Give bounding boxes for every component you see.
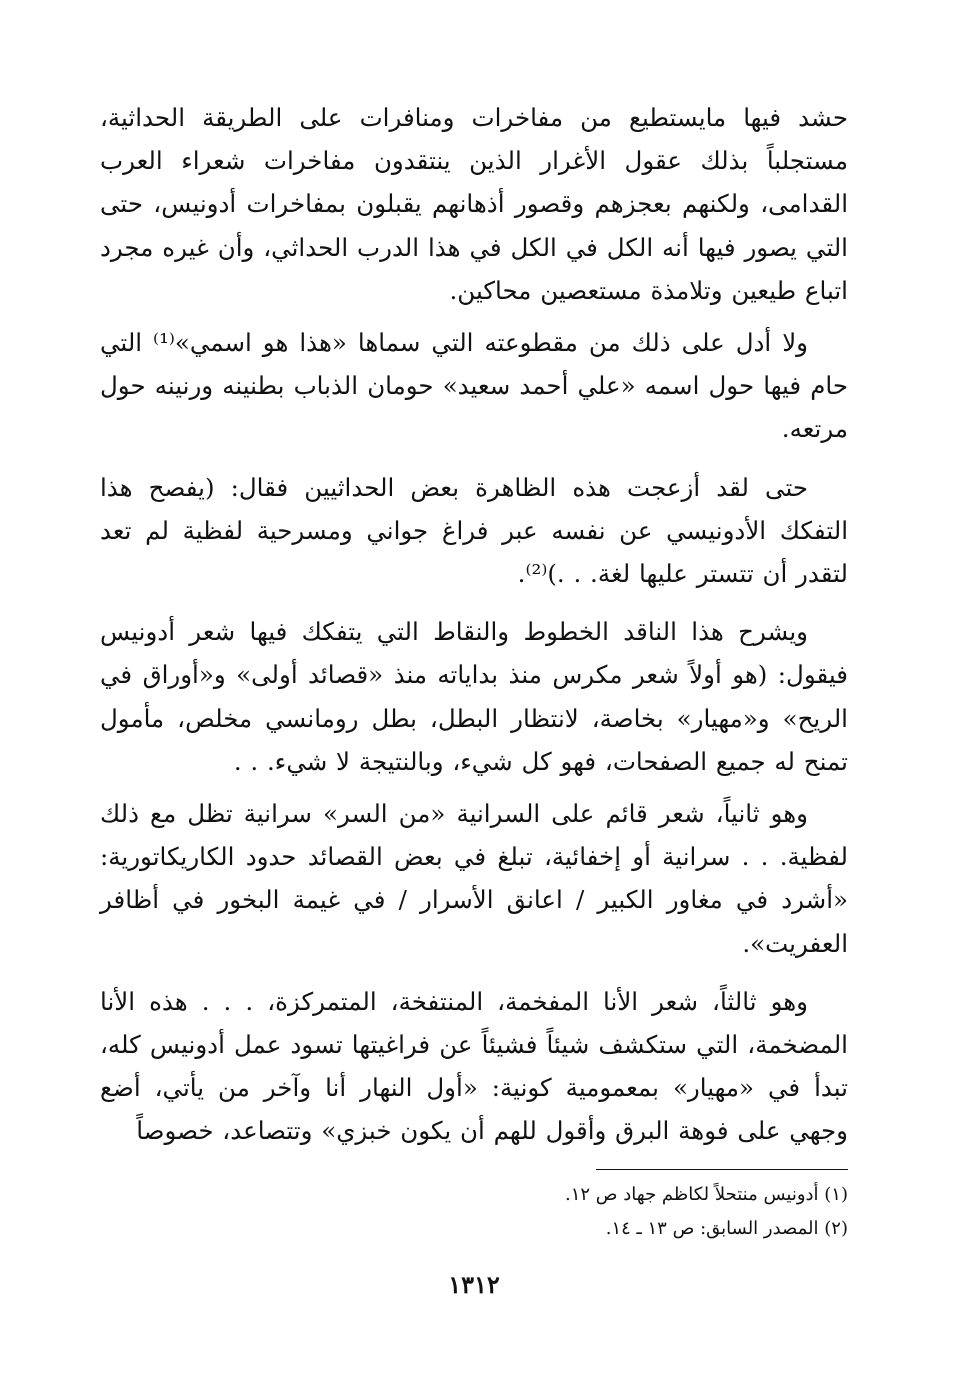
- page-number: ١٣١٢: [448, 1270, 500, 1299]
- footnote-divider: [596, 1169, 848, 1170]
- document-page: [100, 96, 848, 1376]
- footnotes: [100, 1178, 848, 1246]
- footnote-1: (١) أدونيس منتحلاً لكاظم جهاد ص ١٢.: [565, 1184, 848, 1205]
- paragraph-4: ويشرح هذا الناقد الخطوط والنقاط التي يتفكك فيها شعر أدونيس فيقول: (هو أولاً شعر مكرس منذ بداياته منذ «قصائد أولى» و«أوراق في الريح» و«مهيار» بخاصة، لانتظار البطل، بطل رومانسي مخلص، مأمول تمنح له جميع الصفحات، فهو كل شيء، وبالنتيجة لا شيء. . .: [100, 617, 848, 776]
- footnote-2: (٢) المصدر السابق: ص ١٣ ـ ١٤.: [605, 1218, 848, 1239]
- paragraph-5: وهو ثانياً، شعر قائم على السرانية «من السر» سرانية تظل مع ذلك لفظية. . . سرانية أو إخفائية، تبلغ في بعض القصائد حدود الكاريكاتورية: «أشرد في مغاور الكبير / اعانق الأسرار / في غيمة البخور في أظافر العفريت».: [100, 799, 848, 958]
- paragraph-3: حتى لقد أزعجت هذه الظاهرة بعض الحداثيين فقال: (يفصح هذا التفكك الأدونيسي عن نفسه عبر فراغ جواني ومسرحية لفظية لم تعد لتقدر أن تتستر عليها لغة. . .)⁽²⁾.: [100, 472, 848, 589]
- paragraph-6: وهو ثالثاً، شعر الأنا المفخمة، المنتفخة، المتمركزة، . . . هذه الأنا المضخمة، التي ستكشف شيئاً فشيئاً عن فراغيتها تسود عمل أدونيس كله، تبدأ في «مهيار» بمعمومية كونية: «أول النهار أنا وآخر من يأتي، أضع وجهي على فوهة البرق وأقول للهم أن يكون خبزي» وتتصاعد، خصوصاً: [100, 986, 848, 1146]
- paragraph-1: حشد فيها مايستطيع من مفاخرات ومنافرات على الطريقة الحداثية، مستجلباً بذلك عقول الأغرار الذين ينتقدون مفاخرات شعراء العرب القدامى، ولكنهم بعجزهم وقصور أذهانهم يقبلون بمفاخرات أدونيس، حتى التي يصور فيها أنه الكل في الكل في هذا الدرب الحداثي، وأن غيره مجرد اتباع طيعين وتلامذة مستعصين محاكين.: [100, 103, 848, 305]
- paragraph-2: ولا أدل على ذلك من مقطوعته التي سماها «هذا هو اسمي»⁽¹⁾ التي حام فيها حول اسمه «علي أحمد سعيد» حومان الذباب بطنينه ورنينه حول مرتعه.: [100, 328, 848, 444]
